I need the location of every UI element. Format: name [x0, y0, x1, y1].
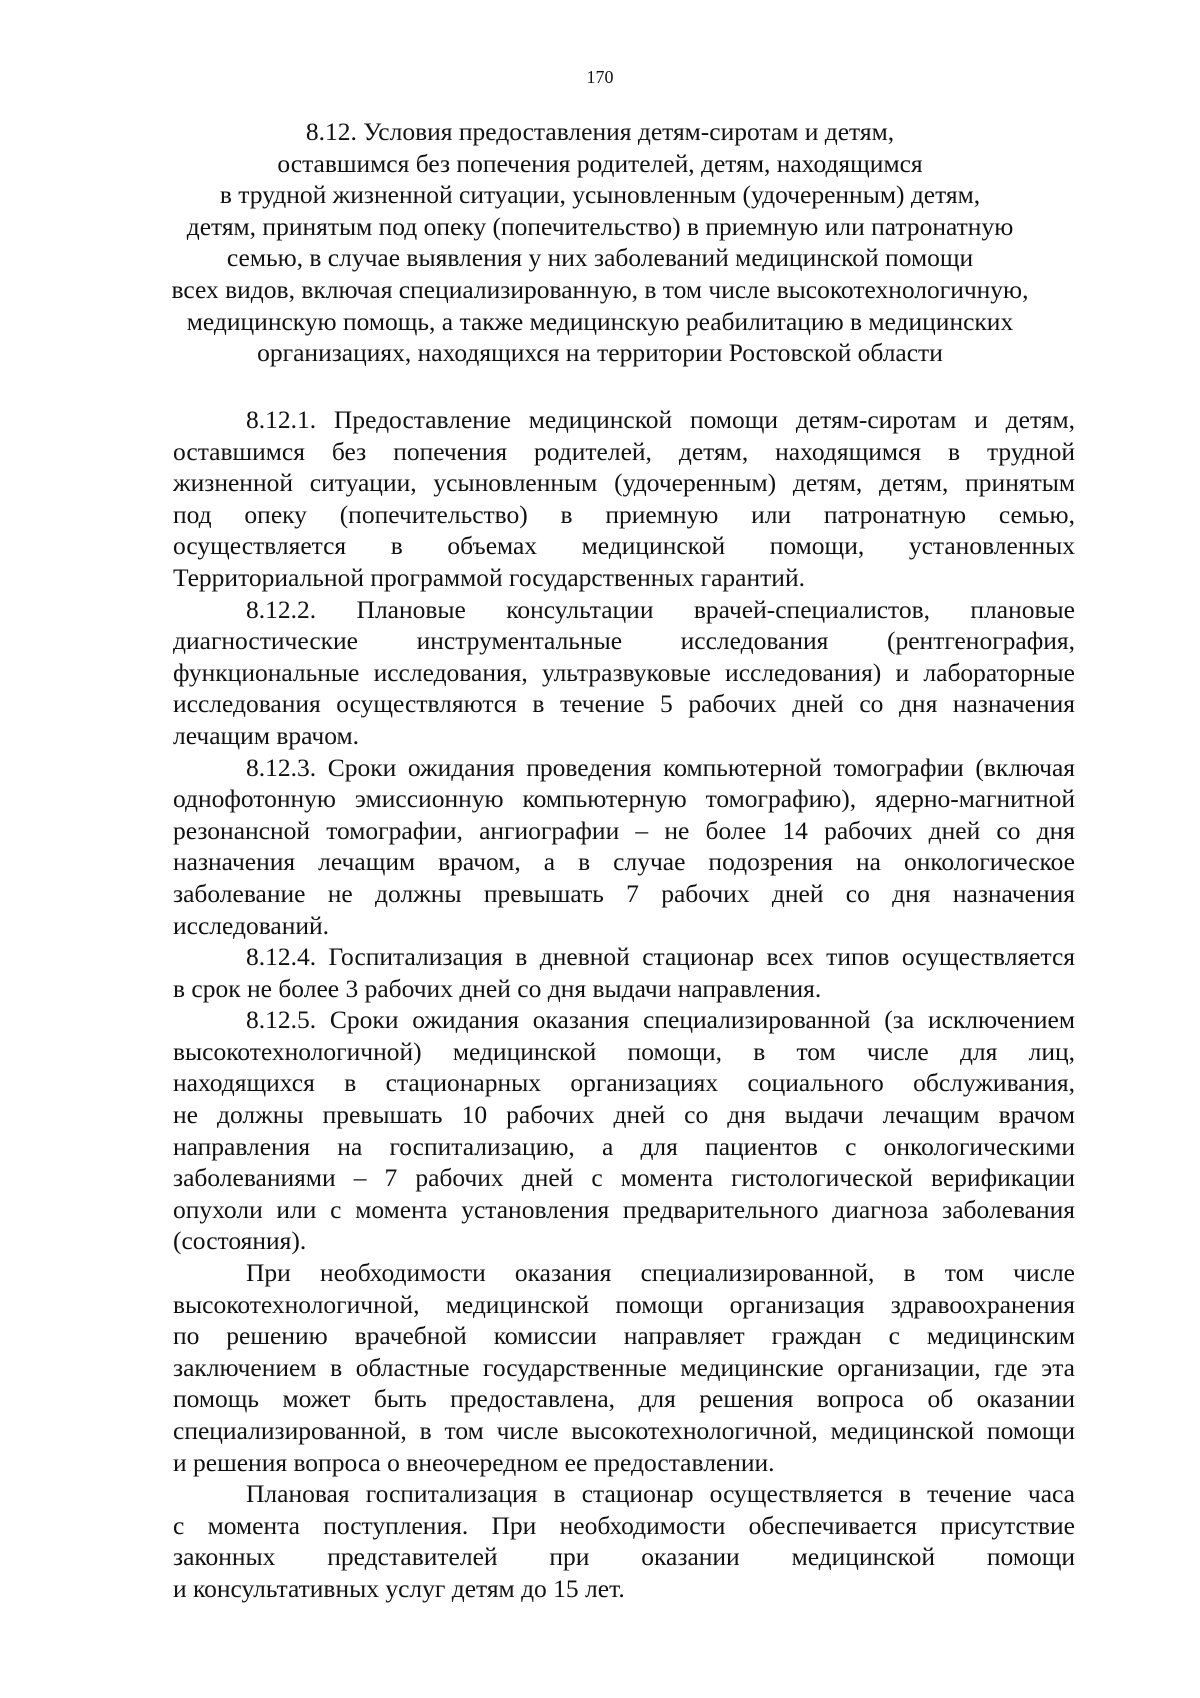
paragraph-planned-hospitalization — [173, 1478, 1075, 1604]
paragraph-8-12-2 — [173, 594, 1075, 752]
text-line: и решения вопроса о внеочередном ее предоставлении. — [173, 1447, 775, 1477]
text-line: исследования осуществляются в течение 5 рабочих дней со дня назначения — [173, 689, 1075, 719]
heading-line: в трудной жизненной ситуации, усыновленным (удочеренным) детям, — [219, 180, 981, 210]
text-line: Плановая госпитализация в стационар осуществляется в течение часа — [246, 1479, 1075, 1509]
text-line: заболеваниями – 7 рабочих дней с момента гистологической верификации — [173, 1163, 1075, 1193]
text-line: в срок не более 3 рабочих дней со дня выдачи направления. — [173, 973, 822, 1003]
text-line: 8.12.5. Сроки ожидания оказания специализированной (за исключением — [246, 1005, 1075, 1035]
text-line: исследований. — [173, 910, 330, 940]
text-line: При необходимости оказания специализированной, в том числе — [246, 1258, 1075, 1288]
text-line: заключением в областные государственные медицинские организации, где эта — [173, 1352, 1075, 1382]
text-line: (состояния). — [173, 1226, 307, 1256]
paragraph-8-12-3 — [173, 752, 1075, 942]
heading-line: организациях, находящихся на территории Ростовской области — [257, 338, 943, 368]
text-line: высокотехнологичной, медицинской помощи организация здравоохранения — [173, 1289, 1075, 1319]
text-line: законных представителей при оказании медицинской помощи — [173, 1542, 1075, 1572]
text-line: назначения лечащим врачом, а в случае подозрения на онкологическое — [173, 847, 1075, 877]
text-line: однофотонную эмиссионную компьютерную томографию), ядерно-магнитной — [173, 784, 1075, 814]
text-line: опухоли или с момента установления предварительного диагноза заболевания — [173, 1194, 1075, 1224]
heading-line: медицинскую помощь, а также медицинскую реабилитацию в медицинских — [186, 306, 1014, 336]
page-number: 170 — [586, 67, 614, 87]
heading-line: семью, в случае выявления у них заболеваний медицинской помощи — [226, 243, 974, 273]
text-line: 8.12.3. Сроки ожидания проведения компьютерной томографии (включая — [246, 752, 1075, 782]
text-line: направления на госпитализацию, а для пациентов с онкологическими — [173, 1131, 1075, 1161]
heading-line: 8.12. Условия предоставления детям-сиротам и детям, — [305, 117, 895, 146]
text-line: 8.12.4. Госпитализация в дневной стационар всех типов осуществляется — [246, 942, 1075, 972]
text-line: осуществляется в объемах медицинской помощи, установленных — [173, 531, 1075, 561]
text-line: специализированной, в том числе высокотехнологичной, медицинской помощи — [173, 1416, 1075, 1445]
text-line: резонансной томографии, ангиографии – не более 14 рабочих дней со дня — [173, 815, 1075, 845]
text-line: диагностические инструментальные исследования (рентгенография, — [173, 626, 1075, 656]
body-text — [173, 404, 1075, 1605]
paragraph-8-12-4 — [173, 941, 1075, 1004]
text-line: функциональные исследования, ультразвуковые исследования) и лабораторные — [173, 657, 1075, 687]
text-line: по решению врачебной комиссии направляет граждан с медицинским — [173, 1321, 1075, 1351]
text-line: находящихся в стационарных организациях социального обслуживания, — [173, 1068, 1075, 1098]
text-line: Территориальной программой государственных гарантий. — [173, 562, 805, 592]
text-line: с момента поступления. При необходимости обеспечивается присутствие — [173, 1510, 1075, 1540]
text-line: под опеку (попечительство) в приемную или патронатную семью, — [173, 499, 1075, 529]
text-line: жизненной ситуации, усыновленным (удочеренным) детям, детям, принятым — [173, 468, 1075, 498]
text-line: и консультативных услуг детям до 15 лет. — [173, 1573, 625, 1603]
heading-line: всех видов, включая специализированную, в том числе высокотехнологичную, — [171, 274, 1029, 304]
paragraph-8-12-5 — [173, 1004, 1075, 1257]
text-line: 8.12.2. Плановые консультации врачей-специалистов, плановые — [246, 594, 1075, 624]
section-heading — [160, 116, 1040, 369]
text-line: 8.12.1. Предоставление медицинской помощи детям-сиротам и детям, — [246, 405, 1075, 434]
text-line: заболевание не должны превышать 7 рабочих дней со дня назначения — [173, 878, 1075, 908]
heading-line: оставшимся без попечения родителей, детям, находящимся — [277, 148, 923, 178]
text-line: помощь может быть предоставлена, для решения вопроса об оказании — [173, 1384, 1075, 1414]
text-line: не должны превышать 10 рабочих дней со дня выдачи лечащим врачом — [173, 1100, 1075, 1130]
paragraph-8-12-1 — [173, 404, 1075, 594]
text-line: оставшимся без попечения родителей, детям, находящимся в трудной — [173, 436, 1075, 466]
heading-line: детям, принятым под опеку (попечительство) в приемную или патронатную — [186, 211, 1014, 241]
paragraph-hitech-care — [173, 1257, 1075, 1478]
text-line: высокотехнологичной) медицинской помощи, в том числе для лиц, — [173, 1036, 1075, 1066]
text-line: лечащим врачом. — [173, 720, 360, 750]
